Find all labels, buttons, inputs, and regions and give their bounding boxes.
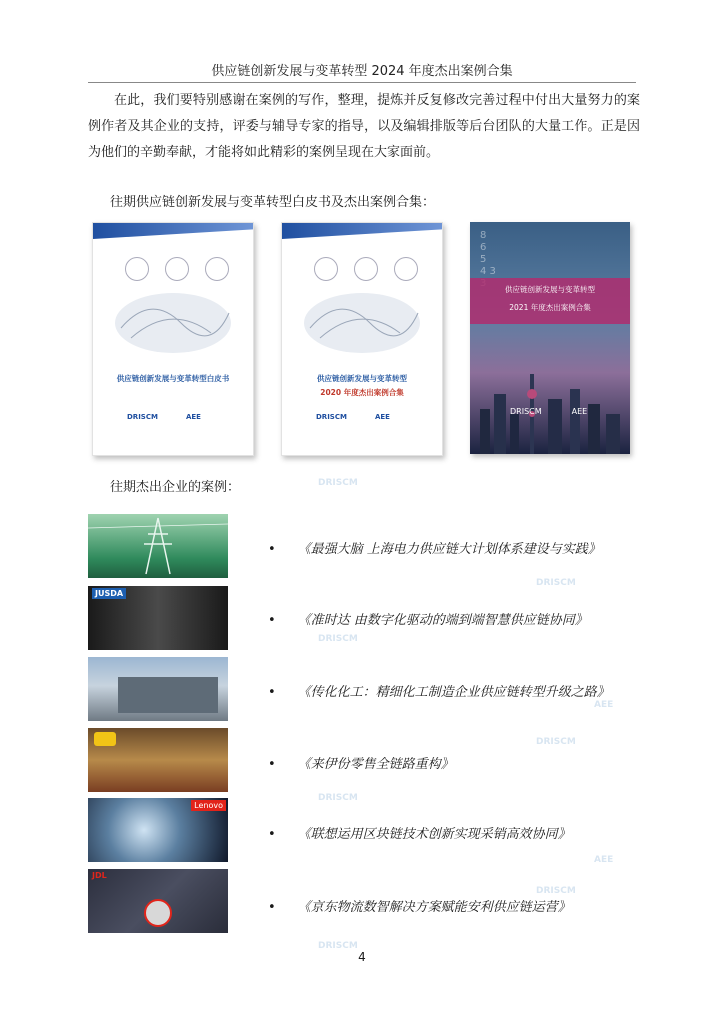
cover-icons [314, 257, 418, 281]
building-icon [354, 257, 378, 281]
watermark-logo: DRISCM [536, 737, 576, 747]
bullet: • [268, 542, 276, 557]
bullet: • [268, 613, 276, 628]
jd-emblem-icon [144, 899, 172, 927]
bullet: • [268, 900, 276, 915]
case-image-retail-shelves [88, 728, 228, 792]
case-item [268, 753, 454, 772]
driscm-logo: DRISCM [127, 413, 158, 421]
case-title: 《准时达 由数字化驱动的端到端智慧供应链协同》 [297, 613, 588, 628]
people-icon [125, 257, 149, 281]
case-title: 《京东物流数智解决方案赋能安利供应链运营》 [297, 900, 571, 915]
bullet: • [268, 827, 276, 842]
world-map-icon [300, 283, 424, 361]
building-icon [165, 257, 189, 281]
aee-logo: AEE [571, 407, 588, 416]
watermark-logo: DRISCM [536, 886, 576, 896]
book-title: 供应链创新发展与变革转型白皮书 [116, 374, 230, 383]
watermark-logo: DRISCM [536, 578, 576, 588]
watermark-logo: AEE [594, 855, 614, 865]
cover-digits: 8 6 5 4 3 [480, 230, 496, 277]
book-subtitle: 2020 年度杰出案例合集 [320, 388, 404, 397]
book-title: 供应链创新发展与变革转型 [317, 374, 407, 383]
book-title: 供应链创新发展与变革转型 [505, 285, 595, 294]
case-title: 《最强大脑 上海电力供应链大计划体系建设与实践》 [297, 542, 601, 557]
jdl-logo: JDL [92, 871, 107, 880]
laiyifen-logo [94, 732, 116, 746]
book-cover-2020 [281, 222, 443, 456]
case-image-jd-logistics [88, 869, 228, 933]
bullet: • [268, 757, 276, 772]
case-image-blockchain [88, 798, 228, 862]
world-map-icon [111, 283, 235, 361]
case-item [268, 609, 588, 628]
people-icon [314, 257, 338, 281]
cases-section-heading: 往期杰出企业的案例： [110, 480, 241, 495]
cover-icons [125, 257, 229, 281]
cover-band [282, 223, 442, 239]
book-cover-whitepaper [92, 222, 254, 456]
intro-paragraph: 在此，我们要特别感谢在案例的写作，整理，提炼并反复修改完善过程中付出大量努力的案例作者及其企业的支持，评委与辅导专家的指导，以及编辑排版等后台团队的大量工作。正是因为他们的辛勤奉献，才能将如此精彩的案例呈现在大家面前。 [88, 93, 640, 160]
case-title: 《联想运用区块链技术创新实现采销高效协同》 [297, 827, 571, 842]
case-item [268, 681, 610, 700]
case-title: 《传化化工：精细化工制造企业供应链转型升级之路》 [297, 685, 610, 700]
case-image-factory-building [88, 657, 228, 721]
case-title: 《来伊份零售全链路重构》 [297, 757, 454, 772]
aee-logo: AEE [374, 413, 390, 421]
page-number: 4 [358, 950, 366, 964]
case-item [268, 538, 601, 557]
books-section-heading: 往期供应链创新发展与变革转型白皮书及杰出案例合集： [110, 195, 436, 210]
book-cover-2021 [470, 222, 630, 454]
cover-band [93, 223, 253, 239]
case-image-power-tower [88, 514, 228, 578]
case-item [268, 896, 571, 915]
bullet: • [268, 685, 276, 700]
driscm-logo: DRISCM [316, 413, 347, 421]
case-item [268, 823, 571, 842]
watermark-logo: DRISCM [318, 941, 358, 951]
power-tower-icon [88, 514, 228, 578]
truck-icon [205, 257, 229, 281]
watermark-logo: AEE [594, 700, 614, 710]
truck-icon [394, 257, 418, 281]
watermark-logo: DRISCM [318, 793, 358, 803]
case-image-server-room [88, 586, 228, 650]
aee-logo: AEE [185, 413, 201, 421]
watermark-logo: DRISCM [318, 634, 358, 644]
page-header: 供应链创新发展与变革转型 2024 年度杰出案例合集 [211, 64, 513, 79]
jusda-logo: JUSDA [92, 588, 126, 599]
header-rule [88, 82, 636, 83]
lenovo-logo: Lenovo [191, 800, 226, 811]
watermark-logo: DRISCM [318, 478, 358, 488]
book-subtitle: 2021 年度杰出案例合集 [509, 303, 591, 312]
building-shape [118, 677, 218, 713]
driscm-logo: DRISCM [510, 407, 542, 416]
